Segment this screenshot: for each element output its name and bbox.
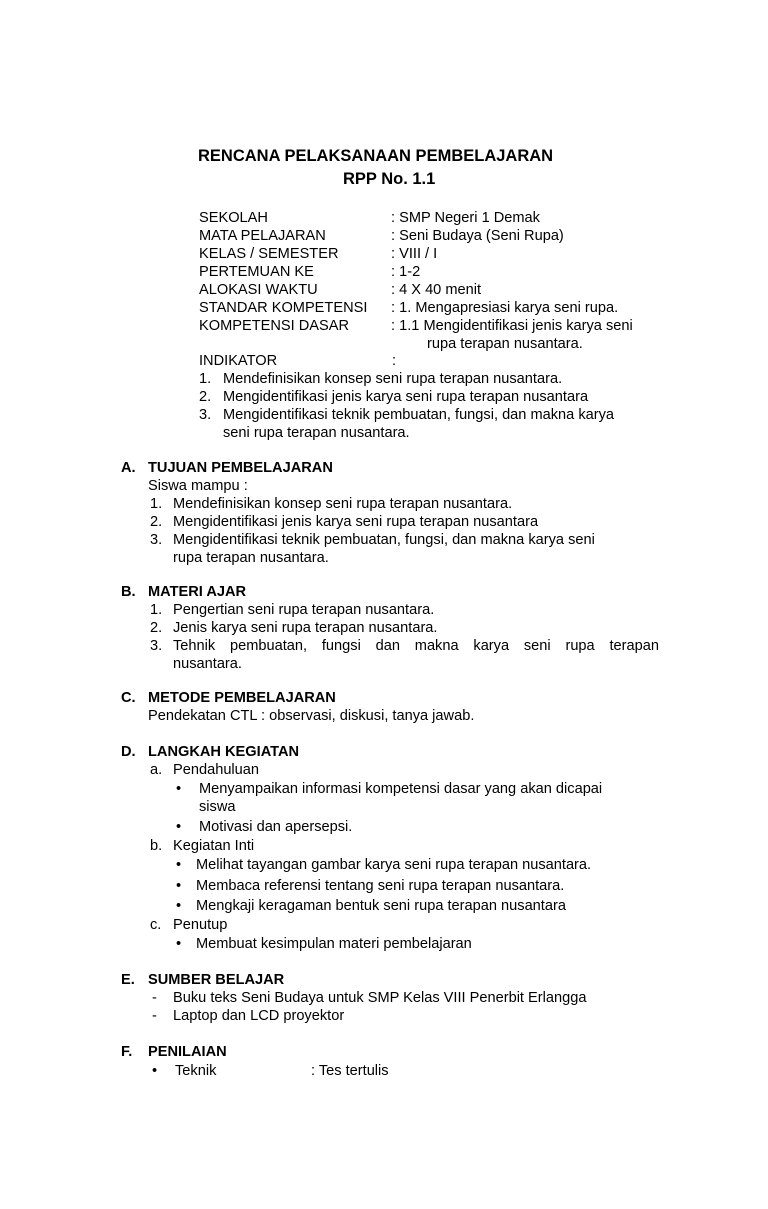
section-text: Pendekatan CTL : observasi, diskusi, tanya jawab. xyxy=(148,708,475,724)
bullet-item: Mengkaji keragaman bentuk seni rupa terapan nusantara xyxy=(196,898,566,914)
list-item: Mengidentifikasi teknik pembuatan, fungsi, dan makna karya xyxy=(223,407,615,423)
section-heading: LANGKAH KEGIATAN xyxy=(148,744,300,760)
bullet-item: Motivasi dan apersepsi. xyxy=(199,819,353,835)
list-item-continued: rupa terapan nusantara. xyxy=(173,550,329,566)
word: Tehnik xyxy=(173,638,216,654)
indikator-label: INDIKATOR xyxy=(199,353,278,369)
dash-marker: - xyxy=(152,990,157,1006)
list-number: 2. xyxy=(150,620,163,636)
list-number: 3. xyxy=(150,532,163,548)
word: fungsi xyxy=(321,638,361,654)
list-item-continued: nusantara. xyxy=(173,656,242,672)
group-label: Kegiatan Inti xyxy=(173,838,255,854)
section-heading: MATERI AJAR xyxy=(148,584,247,600)
bullet-icon: • xyxy=(152,1063,158,1079)
list-item: Laptop dan LCD proyektor xyxy=(173,1008,345,1024)
bullet-item: Melihat tayangan gambar karya seni rupa terapan nusantara. xyxy=(196,857,592,873)
list-item: Mengidentifikasi teknik pembuatan, fungsi, dan makna karya seni xyxy=(173,532,595,548)
word: karya xyxy=(473,638,510,654)
section-letter: A. xyxy=(121,460,136,476)
group-label: Penutup xyxy=(173,917,228,933)
document-subtitle: RPP No. 1.1 xyxy=(343,170,436,188)
section-heading: METODE PEMBELAJARAN xyxy=(148,690,336,706)
bullet-item: Membaca referensi tentang seni rupa terapan nusantara. xyxy=(196,878,565,894)
list-number: 2. xyxy=(199,389,212,405)
section-heading: SUMBER BELAJAR xyxy=(148,972,285,988)
identity-value: : 4 X 40 menit xyxy=(391,282,482,298)
list-item: Mendefinisikan konsep seni rupa terapan nusantara. xyxy=(223,371,563,387)
bullet-icon: • xyxy=(176,819,182,835)
identity-label: STANDAR KOMPETENSI xyxy=(199,300,368,316)
section-letter: D. xyxy=(121,744,136,760)
bullet-icon: • xyxy=(176,936,182,952)
list-item: Mendefinisikan konsep seni rupa terapan nusantara. xyxy=(173,496,513,512)
bullet-item: Membuat kesimpulan materi pembelajaran xyxy=(196,936,472,952)
list-number: 1. xyxy=(150,496,163,512)
identity-label: PERTEMUAN KE xyxy=(199,264,314,280)
section-heading: PENILAIAN xyxy=(148,1044,227,1060)
list-number: 3. xyxy=(199,407,212,423)
identity-label: SEKOLAH xyxy=(199,210,268,226)
section-heading: TUJUAN PEMBELAJARAN xyxy=(148,460,333,476)
identity-value-continued: rupa terapan nusantara. xyxy=(427,336,583,352)
identity-value: : 1-2 xyxy=(391,264,421,280)
word: makna xyxy=(414,638,459,654)
list-item-justified xyxy=(173,637,659,655)
dash-marker: - xyxy=(152,1008,157,1024)
identity-label: KOMPETENSI DASAR xyxy=(199,318,350,334)
identity-label: MATA PELAJARAN xyxy=(199,228,326,244)
identity-label: KELAS / SEMESTER xyxy=(199,246,339,262)
bullet-item-continued: siswa xyxy=(199,799,236,815)
word: rupa xyxy=(565,638,595,654)
word: pembuatan, xyxy=(229,638,308,654)
identity-value: : SMP Negeri 1 Demak xyxy=(391,210,540,226)
list-number: 1. xyxy=(199,371,212,387)
identity-label: ALOKASI WAKTU xyxy=(199,282,318,298)
list-item: Pengertian seni rupa terapan nusantara. xyxy=(173,602,435,618)
identity-value: : Seni Budaya (Seni Rupa) xyxy=(391,228,564,244)
penilaian-label: Teknik xyxy=(175,1063,217,1079)
word: terapan xyxy=(609,638,659,654)
identity-value: : VIII / I xyxy=(391,246,438,262)
group-letter: a. xyxy=(150,762,163,778)
list-item: Mengidentifikasi jenis karya seni rupa terapan nusantara xyxy=(223,389,589,405)
section-letter: F. xyxy=(121,1044,133,1060)
list-item: Mengidentifikasi jenis karya seni rupa terapan nusantara xyxy=(173,514,539,530)
section-letter: E. xyxy=(121,972,135,988)
section-intro: Siswa mampu : xyxy=(148,478,248,494)
list-number: 2. xyxy=(150,514,163,530)
bullet-icon: • xyxy=(176,878,182,894)
list-number: 1. xyxy=(150,602,163,618)
list-item-continued: seni rupa terapan nusantara. xyxy=(223,425,410,441)
identity-value: : 1. Mengapresiasi karya seni rupa. xyxy=(391,300,619,316)
list-item: Buku teks Seni Budaya untuk SMP Kelas VIII Penerbit Erlangga xyxy=(173,990,587,1006)
bullet-icon: • xyxy=(176,857,182,873)
penilaian-value: : Tes tertulis xyxy=(311,1063,389,1079)
document-title: RENCANA PELAKSANAAN PEMBELAJARAN xyxy=(198,147,554,165)
list-item: Jenis karya seni rupa terapan nusantara. xyxy=(173,620,438,636)
bullet-item: Menyampaikan informasi kompetensi dasar yang akan dicapai xyxy=(199,781,603,797)
section-letter: B. xyxy=(121,584,136,600)
section-letter: C. xyxy=(121,690,136,706)
word: dan xyxy=(375,638,400,654)
list-number: 3. xyxy=(150,638,163,654)
bullet-icon: • xyxy=(176,898,182,914)
identity-value: : 1.1 Mengidentifikasi jenis karya seni xyxy=(391,318,633,334)
bullet-icon: • xyxy=(176,781,182,797)
group-letter: c. xyxy=(150,917,162,933)
group-letter: b. xyxy=(150,838,163,854)
indikator-colon: : xyxy=(392,353,397,369)
group-label: Pendahuluan xyxy=(173,762,260,778)
word: seni xyxy=(523,638,551,654)
